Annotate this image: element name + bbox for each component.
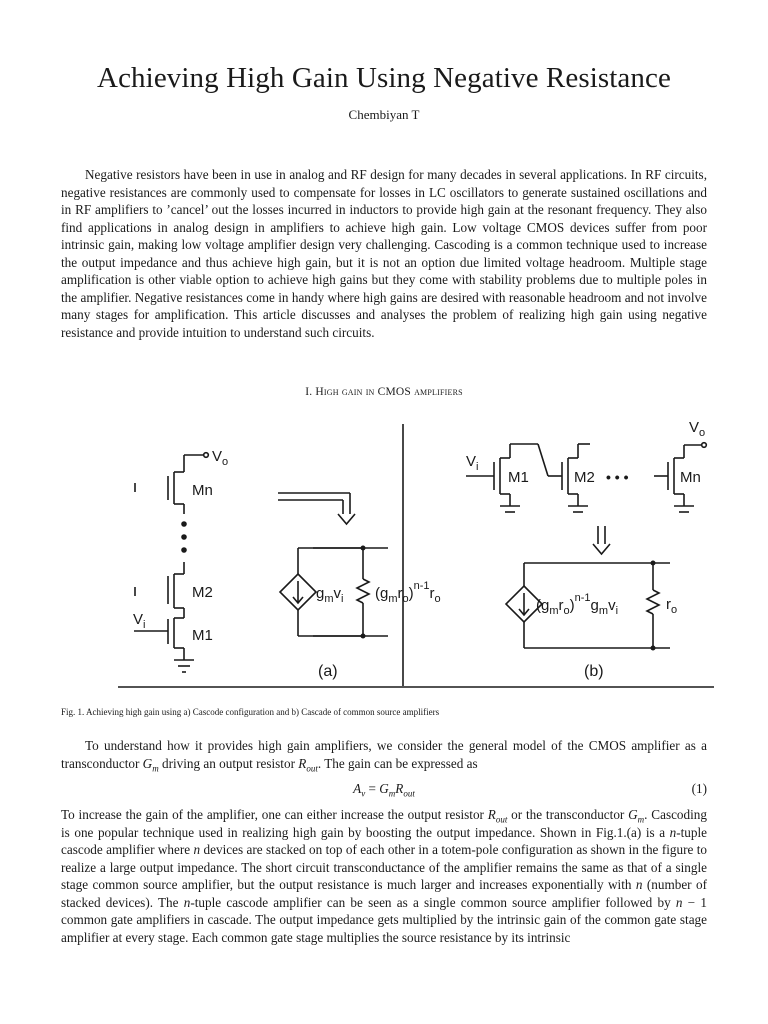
text-run: m [637, 814, 645, 825]
gain-label-a: $(g_mr_o)^{n-1}r_o$ [375, 580, 441, 605]
source-label-b: $(g_mr_o)^{n-1}g_mv_i$ [536, 592, 619, 617]
paragraph-2 [61, 737, 707, 772]
text-run: R [298, 755, 307, 771]
text-run: n [669, 824, 677, 840]
text-run: n [183, 894, 191, 910]
m1-label-a: M1 [192, 627, 213, 644]
text-run: m [152, 763, 159, 774]
ellipsis-b: • • • [606, 469, 629, 485]
text-run: out [495, 814, 508, 825]
text-run: n [635, 877, 643, 892]
text-run: -tuple cascode amplifier can be seen as a single common source amplifier followed by [190, 894, 676, 910]
text-run: (number of stacked devices). The [61, 877, 707, 910]
m1-label-b: M1 [508, 469, 529, 486]
text-run: . Cascoding is one popular technique used in realizing high gain by boosting the output impedance. Shown in Fig.1.(a) is a [61, 807, 707, 840]
figure-caption: Fig. 1. Achieving high gain using a) Cascode configuration and b) Cascade of common source amplifiers [61, 707, 440, 717]
equation-expression: $A_v = G_mR_{out}$ [353, 781, 415, 799]
vo-label-a: $V_o$ [212, 448, 229, 468]
text-run: G [142, 755, 153, 771]
section-title: High gain in CMOS amplifiers [315, 386, 463, 398]
panel-b-label: (b) [584, 663, 604, 680]
text-run: out [306, 763, 318, 774]
text-run: n [675, 894, 683, 910]
gm-vi-label-a: $g_mv_i$ [316, 585, 344, 605]
equation-number: (1) [691, 781, 707, 796]
text-run: . The gain can be expressed as [317, 755, 478, 771]
paper-title: Achieving High Gain Using Negative Resistance [97, 62, 671, 94]
mn-label-a: Mn [192, 482, 213, 499]
text-run: driving an output resistor [158, 755, 299, 771]
vo-label-b: $V_o$ [689, 419, 706, 439]
vi-label-b: $V_i$ [466, 453, 479, 473]
text-run: G [628, 807, 638, 822]
section-heading [61, 386, 707, 398]
mn-label-b: Mn [680, 469, 701, 486]
text-run: or the transconductor [507, 807, 629, 822]
vi-label-a: $V_i$ [133, 611, 146, 631]
text-run: − 1 common gate amplifiers in cascade. The output impedance gets multiplied by the intrinsic gain of the common gate stage amplifier at every stage. Each common gate stage multiplies the source resistance by its intrinsic [61, 894, 708, 945]
figure-1 [118, 414, 718, 692]
text-run: -tuple cascode amplifier where [61, 824, 707, 857]
paper-author: Chembiyan T [348, 107, 420, 122]
m2-label-b: M2 [574, 469, 595, 486]
text-run: R [487, 807, 496, 822]
m2-label-a: M2 [192, 584, 213, 601]
section-number: I. [305, 386, 313, 398]
text-run: devices are stacked on top of each other in a totem-pole configuration as shown in the figure to realize a large output impedance. The short circuit transconductance of the amplifier remains the same as that of a single stage common source amplifier, but the output resistance is much larger and increases exponentially with [61, 842, 707, 892]
ro-label-b: $r_o$ [666, 596, 678, 616]
text-run: To understand how it provides high gain amplifiers, we consider the general model of the CMOS amplifier as a transconductor [61, 738, 707, 771]
panel-a-label: (a) [318, 663, 338, 680]
abstract-paragraph: Negative resistors have been in use in analog and RF design for many decades in several applications. In RF circuits, negative resistances are commonly used to compensate for losses in LC oscillators to generate sustained oscillations and in RF amplifiers to ’cancel’ out the losses incurred in inductors to provide high gain at the resonant frequency. They also find applications in analog design in amplifiers to achieve high gain. Low voltage CMOS devices suffer from poor intrinsic gain, making low voltage amplifier design very challenging. Cascoding is a common technique used to increase the output impedance and thus achieve high gain, but it is not an option due limited voltage headroom. Multiple stage amplification is other viable option to achieve high gains but they come with stability problems due to multiple poles in the amplifier. Negative resistances come in handy where high gains are desired with reasonable headroom and not involve many stages for amplification. This article discusses and analyses the problem of realizing high gain using negative resistance and provide intuition to understand such circuits. [61, 167, 707, 340]
text-run: To increase the gain of the amplifier, one can either increase the output resistor [61, 807, 488, 822]
paragraph-3 [61, 806, 707, 946]
text-run: n [193, 842, 201, 857]
